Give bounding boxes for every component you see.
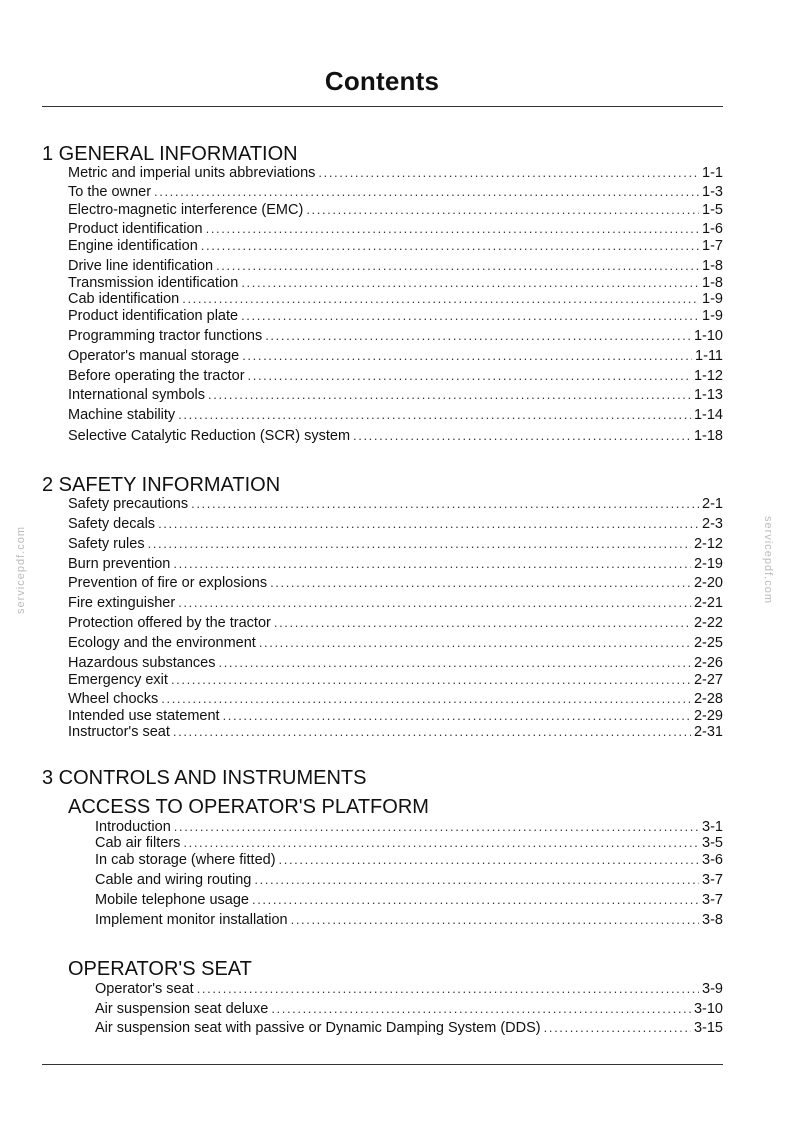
dot-leader — [252, 891, 699, 909]
dot-leader — [274, 614, 691, 632]
toc-entry-label: Instructor's seat — [68, 724, 170, 740]
toc-entry[interactable] — [68, 614, 723, 632]
dot-leader — [216, 257, 699, 275]
toc-entry-label: Cab identification — [68, 291, 180, 307]
dot-leader — [353, 427, 691, 445]
dot-leader — [270, 574, 691, 592]
toc-entry-label: Electro-magnetic interference (EMC) — [68, 202, 304, 218]
toc-entry[interactable] — [68, 555, 723, 573]
toc-entry-page: 1-7 — [702, 238, 723, 254]
dot-leader — [173, 723, 691, 741]
toc-entry[interactable] — [95, 851, 723, 869]
toc-entry[interactable] — [68, 386, 723, 404]
toc-entry-label: Cab air filters — [95, 835, 181, 851]
toc-entry-label: Air suspension seat deluxe — [95, 1001, 269, 1017]
page-title: Contents — [324, 66, 440, 96]
section-heading-safety-information: 2 SAFETY INFORMATION — [42, 474, 281, 496]
toc-entry-label: Programming tractor functions — [68, 328, 263, 344]
toc-entry-label: Safety precautions — [68, 496, 189, 512]
subsection-heading-operators-seat: OPERATOR'S SEAT — [68, 958, 252, 980]
toc-entry-page: 2-26 — [693, 655, 723, 671]
toc-entry-page: 1-9 — [702, 291, 723, 307]
toc-entry[interactable] — [68, 164, 723, 182]
toc-entry[interactable] — [68, 427, 723, 445]
toc-entry-label: Operator's seat — [95, 981, 194, 997]
dot-leader — [306, 201, 699, 219]
toc-entry[interactable] — [68, 183, 723, 201]
toc-entry[interactable] — [95, 911, 723, 929]
toc-entry[interactable] — [95, 871, 723, 889]
toc-entry-page: 3-9 — [702, 981, 723, 997]
dot-leader — [248, 367, 691, 385]
toc-entry-page: 2-25 — [693, 635, 723, 651]
toc-entry[interactable] — [68, 327, 723, 345]
toc-entry-label: Before operating the tractor — [68, 368, 245, 384]
toc-entry-page: 3-15 — [693, 1020, 723, 1036]
toc-entry-label: Protection offered by the tractor — [68, 615, 271, 631]
dot-leader — [154, 183, 699, 201]
toc-entry-page: 2-31 — [693, 724, 723, 740]
dot-leader — [259, 634, 691, 652]
dot-leader — [271, 1000, 691, 1018]
toc-entry-label: In cab storage (where fitted) — [95, 852, 276, 868]
toc-entry-label: Operator's manual storage — [68, 348, 240, 364]
toc-entry-page: 1-13 — [693, 387, 723, 403]
toc-entry-page: 3-6 — [702, 852, 723, 868]
toc-entry-page: 2-12 — [693, 536, 723, 552]
dot-leader — [173, 555, 691, 573]
section-heading-general-information: 1 GENERAL INFORMATION — [42, 143, 298, 165]
toc-entry[interactable] — [68, 654, 723, 672]
toc-entry[interactable] — [68, 307, 723, 325]
toc-entry-page: 3-7 — [702, 892, 723, 908]
toc-entry-page: 1-5 — [702, 202, 723, 218]
toc-entry-label: To the owner — [68, 184, 152, 200]
toc-entry-page: 2-1 — [702, 496, 723, 512]
toc-entry[interactable] — [95, 1000, 723, 1018]
toc-entry-page: 1-10 — [693, 328, 723, 344]
toc-entry-label: Engine identification — [68, 238, 198, 254]
toc-entry[interactable] — [68, 237, 723, 255]
toc-entry-label: Machine stability — [68, 407, 176, 423]
dot-leader — [183, 834, 699, 852]
dot-leader — [178, 594, 691, 612]
subsection-heading-access-to-operators-platform: ACCESS TO OPERATOR'S PLATFORM — [68, 796, 429, 818]
toc-entry-label: Metric and imperial units abbreviations — [68, 165, 316, 181]
toc-entry[interactable] — [68, 201, 723, 219]
toc-entry-page: 2-20 — [693, 575, 723, 591]
dot-leader — [171, 671, 691, 689]
toc-entry-label: Mobile telephone usage — [95, 892, 249, 908]
dot-leader — [208, 386, 691, 404]
toc-entry[interactable] — [95, 834, 723, 852]
toc-entry[interactable] — [68, 671, 723, 689]
toc-entry-page: 3-8 — [702, 912, 723, 928]
dot-leader — [201, 237, 699, 255]
toc-entry-page: 2-21 — [693, 595, 723, 611]
toc-entry-label: Drive line identification — [68, 258, 214, 274]
toc-entry[interactable] — [68, 515, 723, 533]
toc-entry[interactable] — [68, 347, 723, 365]
watermark-right: servicepdf.com — [762, 516, 774, 604]
footer-rule — [42, 1064, 723, 1065]
toc-entry[interactable] — [68, 535, 723, 553]
toc-entry[interactable] — [68, 367, 723, 385]
toc-entry-page: 1-9 — [702, 308, 723, 324]
toc-entry-label: Implement monitor installation — [95, 912, 288, 928]
toc-entry-label: Product identification plate — [68, 308, 239, 324]
toc-entry[interactable] — [68, 406, 723, 424]
toc-entry-label: Intended use statement — [68, 708, 220, 724]
dot-leader — [318, 164, 699, 182]
toc-entry-label: Wheel chocks — [68, 691, 159, 707]
toc-entry-page: 1-11 — [695, 348, 723, 364]
toc-entry-page: 3-1 — [702, 819, 723, 835]
toc-entry[interactable] — [68, 574, 723, 592]
dot-leader — [148, 535, 691, 553]
toc-entry[interactable] — [95, 980, 723, 998]
toc-entry-label: Emergency exit — [68, 672, 168, 688]
toc-entry-label: Burn prevention — [68, 556, 171, 572]
dot-leader — [254, 871, 699, 889]
toc-entry-label: Product identification — [68, 221, 203, 237]
toc-entry[interactable] — [95, 1019, 723, 1037]
toc-entry-label: Introduction — [95, 819, 171, 835]
toc-entry[interactable] — [68, 634, 723, 652]
toc-entry-page: 3-5 — [702, 835, 723, 851]
dot-leader — [241, 307, 699, 325]
toc-entry-page: 1-12 — [693, 368, 723, 384]
toc-entry-label: International symbols — [68, 387, 206, 403]
toc-entry-label: Safety decals — [68, 516, 156, 532]
dot-leader — [291, 911, 699, 929]
dot-leader — [197, 980, 699, 998]
dot-leader — [178, 406, 691, 424]
watermark-left: servicepdf.com — [15, 526, 27, 614]
toc-entry-page: 1-1 — [702, 165, 723, 181]
toc-entry-label: Transmission identification — [68, 275, 239, 291]
toc-entry-label: Selective Catalytic Reduction (SCR) system — [68, 428, 351, 444]
toc-entry-page: 1-18 — [693, 428, 723, 444]
toc-entry[interactable] — [68, 290, 723, 308]
toc-entry[interactable] — [68, 257, 723, 275]
toc-entry[interactable] — [68, 690, 723, 708]
toc-entry-page: 3-7 — [702, 872, 723, 888]
dot-leader — [242, 347, 692, 365]
toc-entry-page: 2-28 — [693, 691, 723, 707]
toc-entry-page: 2-27 — [693, 672, 723, 688]
dot-leader — [206, 220, 699, 238]
toc-entry-page: 2-22 — [693, 615, 723, 631]
dot-leader — [219, 654, 691, 672]
dot-leader — [279, 851, 699, 869]
toc-entry-label: Air suspension seat with passive or Dynamic Damping System (DDS) — [95, 1020, 541, 1036]
toc-entry[interactable] — [68, 495, 723, 513]
toc-entry-page: 2-29 — [693, 708, 723, 724]
toc-entry[interactable] — [68, 594, 723, 612]
toc-entry-page: 3-10 — [693, 1001, 723, 1017]
toc-entry-page: 1-6 — [702, 221, 723, 237]
toc-entry-label: Safety rules — [68, 536, 145, 552]
toc-entry[interactable] — [95, 891, 723, 909]
toc-entry[interactable] — [68, 723, 723, 741]
toc-entry-page: 1-3 — [702, 184, 723, 200]
toc-entry-label: Hazardous substances — [68, 655, 216, 671]
toc-entry-label: Cable and wiring routing — [95, 872, 252, 888]
dot-leader — [182, 290, 699, 308]
dot-leader — [158, 515, 699, 533]
toc-entry-page: 1-8 — [702, 275, 723, 291]
section-heading-controls-and-instruments: 3 CONTROLS AND INSTRUMENTS — [42, 767, 367, 789]
dot-leader — [161, 690, 691, 708]
toc-entry-page: 1-8 — [702, 258, 723, 274]
title-rule — [42, 106, 723, 107]
toc-entry-label: Ecology and the environment — [68, 635, 256, 651]
toc-entry-page: 1-14 — [693, 407, 723, 423]
toc-entry-label: Prevention of fire or explosions — [68, 575, 268, 591]
toc-entry-page: 2-19 — [693, 556, 723, 572]
toc-entry[interactable] — [68, 220, 723, 238]
toc-entry-label: Fire extinguisher — [68, 595, 176, 611]
dot-leader — [191, 495, 699, 513]
toc-entry-page: 2-3 — [702, 516, 723, 532]
dot-leader — [544, 1019, 691, 1037]
dot-leader — [265, 327, 691, 345]
